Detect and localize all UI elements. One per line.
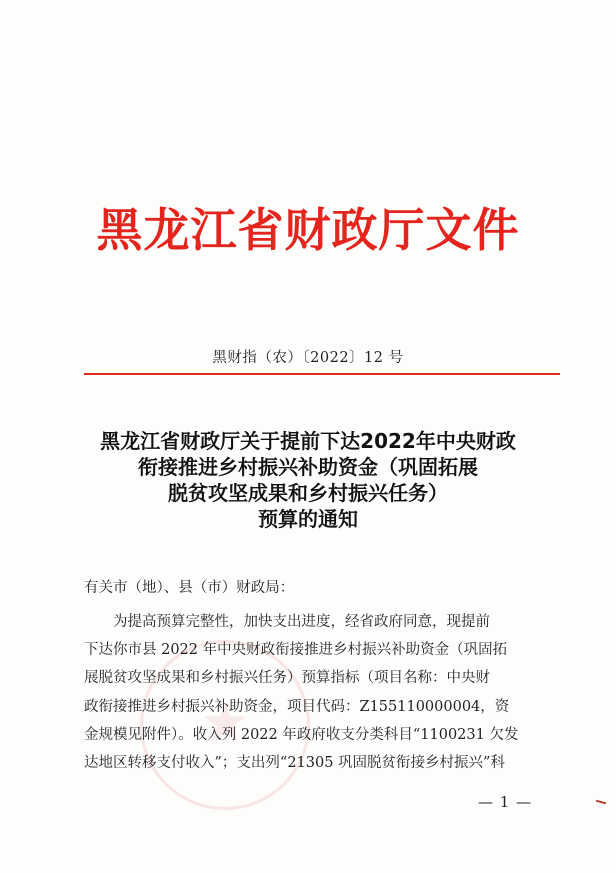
body-line: 政衔接推进乡村振兴补助资金，项目代码：Z155110000004，资 xyxy=(84,698,510,715)
title-line: 预算的通知 xyxy=(258,507,358,531)
body-line: 展脱贫攻坚成果和乡村振兴任务）预算指标（项目名称：中央财 xyxy=(84,670,490,687)
issuer-header: 黑龙江省财政厅文件 xyxy=(96,203,520,257)
page-number: — 1 — xyxy=(478,793,533,811)
document-title xyxy=(56,428,560,532)
body-line: 达地区转移支付收入”；支出列“21305 巩固脱贫衔接乡村振兴”科 xyxy=(84,755,505,772)
body-line: 为提高预算完整性，加快支出进度，经省政府同意，现提前 xyxy=(84,614,490,630)
title-line: 脱贫攻坚成果和乡村振兴任务） xyxy=(168,481,448,505)
body-line: 下达你市县 2022 年中央财政衔接推进乡村振兴补助资金（巩固拓 xyxy=(84,642,508,659)
salutation: 有关市（地）、县（市）财政局： xyxy=(84,580,295,596)
document-number: 黑财指（农）〔2022〕12 号 xyxy=(212,350,404,366)
margin-mark xyxy=(596,800,606,805)
title-line: 黑龙江省财政厅关于提前下达2022年中央财政 xyxy=(100,429,516,453)
body-paragraph xyxy=(84,608,562,777)
body-line: 金规模见附件）。收入列 2022 年政府收支分类科目“1100231 欠发 xyxy=(84,726,519,743)
red-divider-line xyxy=(84,373,560,375)
title-line: 衔接推进乡村振兴补助资金（巩固拓展 xyxy=(138,455,478,479)
